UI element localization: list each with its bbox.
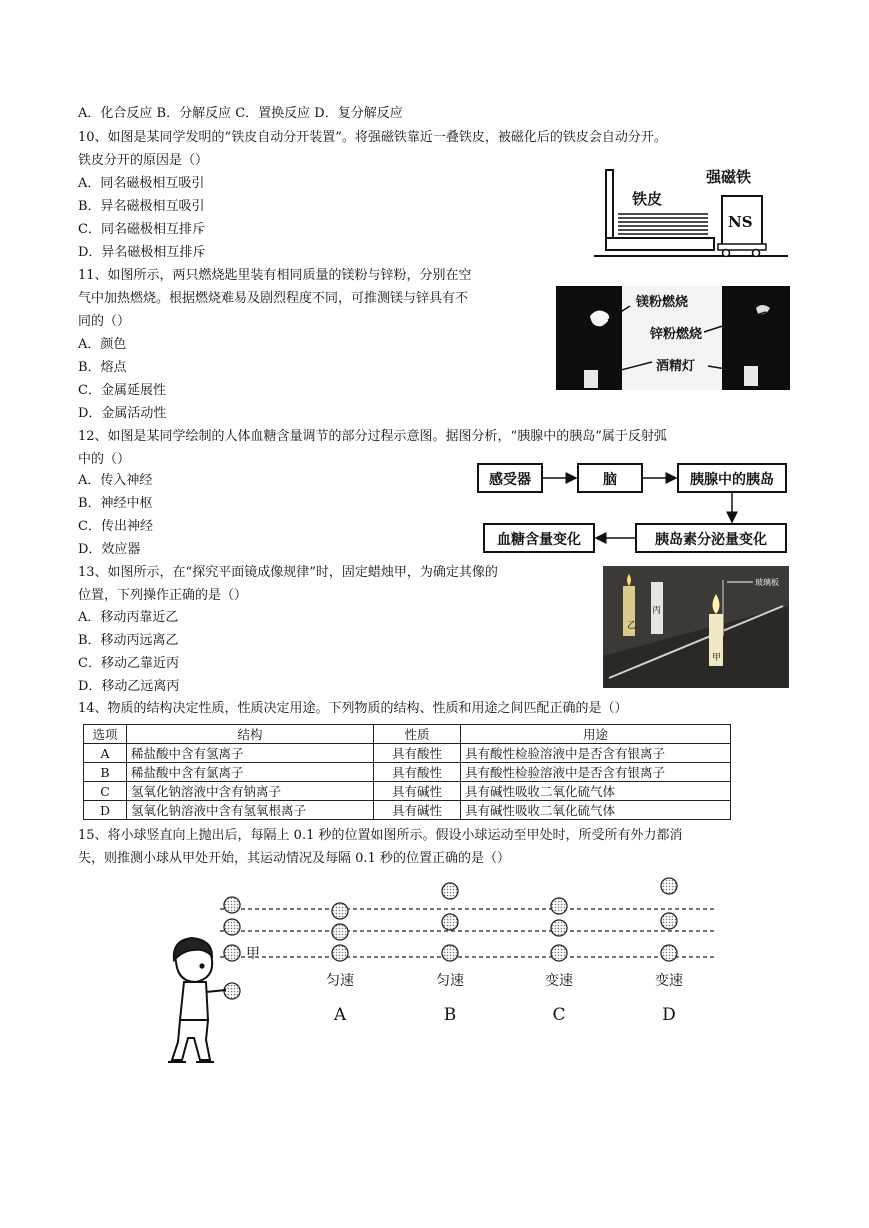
q14-table bbox=[83, 724, 731, 820]
table-cell: 具有酸性检验溶液中是否含有银离子 bbox=[461, 763, 731, 782]
q12-node-receptor: 感受器 bbox=[489, 472, 531, 488]
table-cell: 稀盐酸中含有氯离子 bbox=[127, 763, 374, 782]
q13-figure-mirror-photo bbox=[603, 566, 789, 688]
q11-stem-line3: 同的（） bbox=[78, 314, 131, 329]
q15-letter-d: D bbox=[662, 1005, 676, 1025]
q12-node-brain: 脑 bbox=[603, 472, 617, 488]
q11-option-d: D．金属活动性 bbox=[78, 406, 167, 421]
q15-letter-b: B bbox=[443, 1005, 457, 1025]
q12-option-c: C．传出神经 bbox=[78, 519, 153, 534]
q12-option-d: D．效应器 bbox=[78, 542, 141, 557]
q11-label-zn: 锌粉燃烧 bbox=[650, 327, 703, 342]
q15-figure-ball-positions bbox=[158, 870, 718, 1068]
q12-node-insulin: 胰岛素分泌量变化 bbox=[655, 532, 767, 548]
q15-motion-b: 匀速 bbox=[436, 973, 464, 989]
table-cell: 稀盐酸中含有氢离子 bbox=[127, 744, 374, 763]
q10-option-b: B．异名磁极相互吸引 bbox=[78, 199, 205, 214]
child-figure bbox=[168, 938, 226, 1062]
table-row bbox=[84, 763, 731, 782]
q13-option-c: C．移动乙靠近丙 bbox=[78, 656, 179, 671]
table-cell: 具有碱性吸收二氧化硫气体 bbox=[461, 801, 731, 820]
table-cell: B bbox=[84, 763, 127, 782]
q11-stem-line1: 11、如图所示，两只燃烧匙里装有相同质量的镁粉与锌粉，分别在空 bbox=[78, 268, 472, 283]
q12-node-blood-sugar: 血糖含量变化 bbox=[497, 532, 581, 548]
q14-stem: 14、物质的结构决定性质，性质决定用途。下列物质的结构、性质和用途之间匹配正确的是（） bbox=[78, 701, 628, 716]
table-header-structure: 结构 bbox=[127, 725, 374, 744]
q11-stem-line2: 气中加热燃烧。根据燃烧难易及剧烈程度不同，可推测镁与锌具有不 bbox=[78, 291, 469, 306]
q13-stem-line1: 13、如图所示，在“探究平面镜成像规律”时，固定蜡烛甲，为确定其像的 bbox=[78, 565, 498, 580]
table-cell: 氢氧化钠溶液中含有氢氧根离子 bbox=[127, 801, 374, 820]
q15-motion-d: 变速 bbox=[655, 973, 683, 989]
q10-label-magnet: 强磁铁 bbox=[706, 168, 752, 186]
table-cell: 氢氧化钠溶液中含有钠离子 bbox=[127, 782, 374, 801]
q13-option-a: A．移动丙靠近乙 bbox=[78, 610, 179, 625]
table-cell: A bbox=[84, 744, 127, 763]
table-cell: 具有碱性 bbox=[374, 782, 461, 801]
table-cell: 具有酸性 bbox=[374, 763, 461, 782]
q15-label-jia: 甲 bbox=[246, 946, 260, 962]
q12-figure-flowchart bbox=[476, 460, 792, 556]
q15-letter-a: A bbox=[333, 1005, 347, 1025]
q11-label-lamp: 酒精灯 bbox=[656, 359, 696, 374]
q10-label-sheet: 铁皮 bbox=[632, 190, 663, 208]
q9-options: A．化合反应 B．分解反应 C．置换反应 D．复分解反应 bbox=[78, 106, 403, 121]
q11-label-mg: 镁粉燃烧 bbox=[636, 295, 689, 310]
table-row bbox=[84, 801, 731, 820]
q15-letter-c: C bbox=[552, 1005, 566, 1025]
table-header-option: 选项 bbox=[84, 725, 127, 744]
q13-stem-line2: 位置，下列操作正确的是（） bbox=[78, 588, 248, 603]
q10-stem-line2: 铁皮分开的原因是（） bbox=[78, 153, 209, 168]
q12-option-b: B．神经中枢 bbox=[78, 496, 153, 511]
table-cell: C bbox=[84, 782, 127, 801]
q10-figure-magnet-device bbox=[592, 160, 792, 262]
table-row bbox=[84, 782, 731, 801]
q13-label-glass: 玻璃板 bbox=[755, 578, 779, 587]
q15-motion-c: 变速 bbox=[545, 973, 573, 989]
table-header-row bbox=[84, 725, 731, 744]
q10-option-d: D．异名磁极相互排斥 bbox=[78, 245, 206, 260]
table-header-property: 性质 bbox=[374, 725, 461, 744]
q13-option-b: B．移动丙远离乙 bbox=[78, 633, 179, 648]
q11-option-a: A．颜色 bbox=[78, 337, 127, 352]
table-cell: 具有碱性吸收二氧化硫气体 bbox=[461, 782, 731, 801]
table-cell: D bbox=[84, 801, 127, 820]
table-cell: 具有酸性检验溶液中是否含有银离子 bbox=[461, 744, 731, 763]
q11-option-c: C．金属延展性 bbox=[78, 383, 166, 398]
table-header-use: 用途 bbox=[461, 725, 731, 744]
table-cell: 具有酸性 bbox=[374, 744, 461, 763]
q12-stem-line2: 中的（） bbox=[78, 452, 131, 467]
q11-option-b: B．熔点 bbox=[78, 360, 127, 375]
q15-stem-line1: 15、将小球竖直向上抛出后，每隔上 0.1 秒的位置如图所示。假设小球运动至甲处时，所受所有外力都消 bbox=[78, 828, 683, 843]
q10-stem-line1: 10、如图是某同学发明的“铁皮自动分开装置”。将强磁铁靠近一叠铁皮，被磁化后的铁皮会自动分开。 bbox=[78, 130, 667, 145]
q15-stem-line2: 失，则推测小球从甲处开始，其运动情况及每隔 0.1 秒的位置正确的是（） bbox=[78, 851, 510, 866]
q12-option-a: A．传入神经 bbox=[78, 473, 153, 488]
q10-option-c: C．同名磁极相互排斥 bbox=[78, 222, 205, 237]
q13-label-bing: 丙 bbox=[652, 606, 662, 616]
table-cell: 具有碱性 bbox=[374, 801, 461, 820]
q13-label-jia: 甲 bbox=[712, 653, 722, 663]
q12-node-islet: 胰腺中的胰岛 bbox=[690, 472, 774, 488]
q15-motion-a: 匀速 bbox=[326, 973, 354, 989]
q11-figure-burning-photo bbox=[556, 286, 790, 390]
q12-stem-line1: 12、如图是某同学绘制的人体血糖含量调节的部分过程示意图。据图分析，“胰腺中的胰岛”属于反射弧 bbox=[78, 429, 667, 444]
q10-option-a: A．同名磁极相互吸引 bbox=[78, 176, 205, 191]
q13-label-yi: 乙 bbox=[627, 621, 637, 631]
table-row bbox=[84, 744, 731, 763]
q10-label-ns: NS bbox=[728, 213, 753, 231]
q13-option-d: D．移动乙远离丙 bbox=[78, 679, 180, 694]
